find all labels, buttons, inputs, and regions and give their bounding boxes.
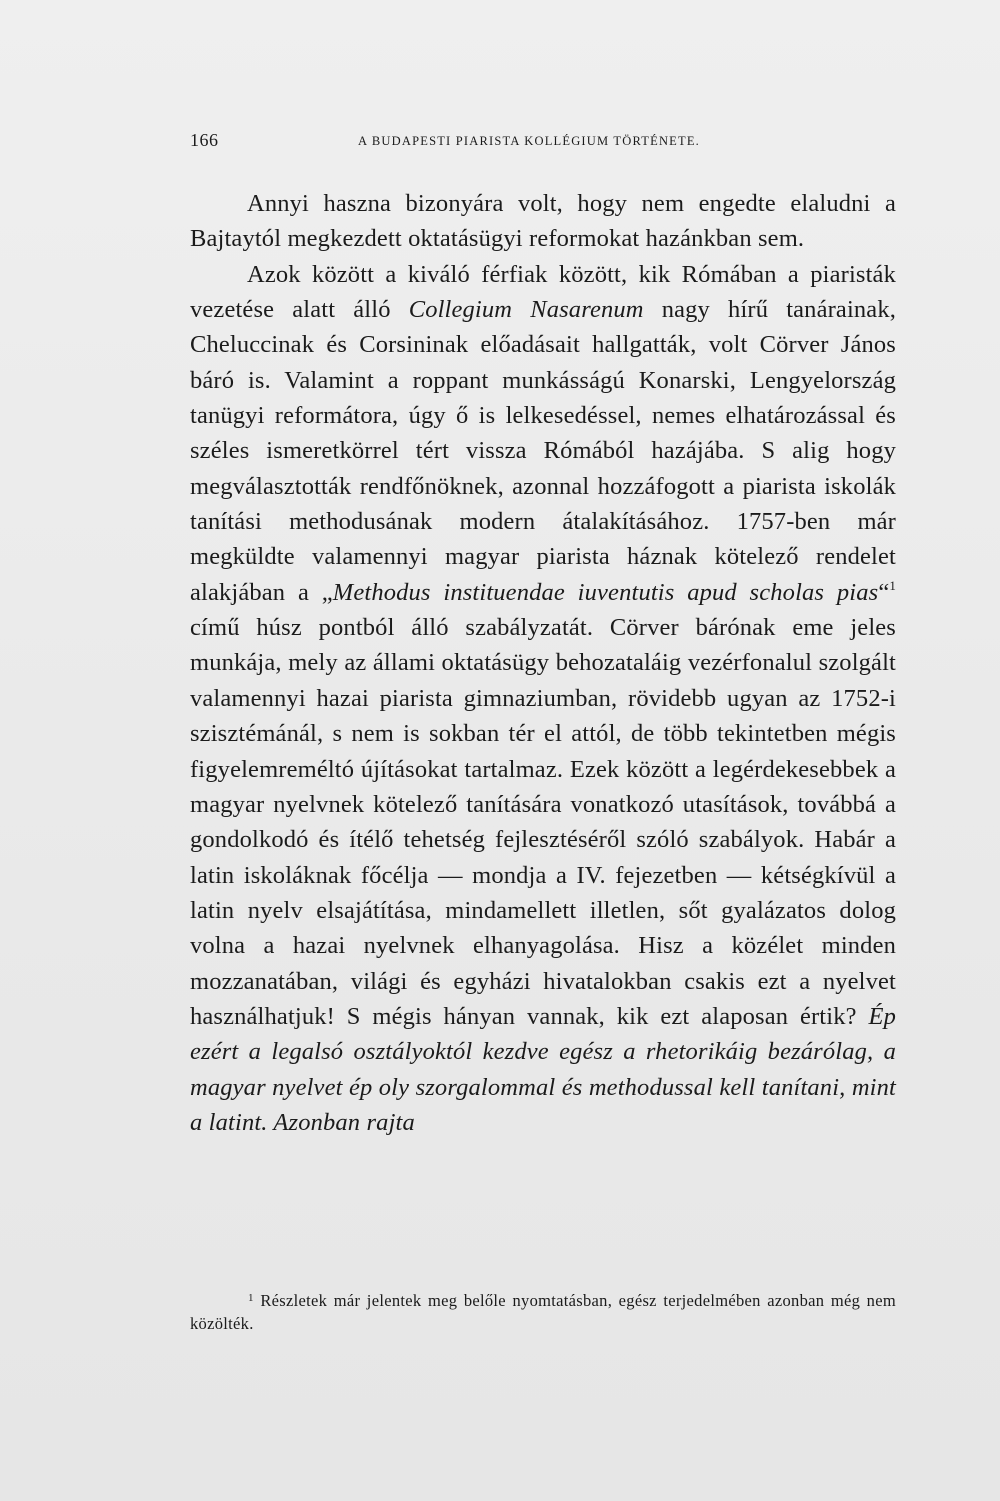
main-text xyxy=(190,186,896,1140)
running-title: A BUDAPESTI PIARISTA KOLLÉGIUM TÖRTÉNETE. xyxy=(358,134,701,148)
page-number: 166 xyxy=(190,130,219,150)
running-header xyxy=(190,130,895,160)
paragraph-1: Annyi haszna bizonyára volt, hogy nem engedte elaludni a Bajtaytól megkezdett oktatásügyi reformokat hazánkban sem. xyxy=(190,190,896,253)
italic-title-methodus: Methodus instituendae iuventutis apud scholas pias xyxy=(332,578,879,606)
footnote-mark: 1 xyxy=(248,1292,254,1304)
italic-title-collegium: Collegium Nasarenum xyxy=(408,296,644,324)
footnote-reference: 1 xyxy=(889,577,896,593)
closing-quote: “ xyxy=(878,578,890,606)
paragraph-2 xyxy=(190,257,896,1141)
text-run: nagy hírű tanárainak, Cheluccinak és Corsininak előadásait hallgatták, volt Cörver János báró is. Valamint a roppant munkásságú Konarski, Lengyelország tanügyi reformátora, úgy ő is lelkesedéssel, nemes elhatározással és széles ismeretkörrel tért vissza Rómából hazájába. S alig hogy megválasztották rendfőnöknek, azonnal hozzáfogott a piarista iskolák tanítási methodusának modern átalakításához. 1757-ben már megküldte valamennyi magyar piarista háznak kötelező rendelet alakjában a „ xyxy=(190,296,896,606)
footnote xyxy=(190,1289,896,1335)
italic-emphasis: Ép ezért a legalsó osztályoktól kezdve egész a rhetorikáig bezárólag, a magyar nyelvet ép oly szorgalommal és methodussal kell tanítani, mint a latint. Azonban rajta xyxy=(190,1002,896,1136)
text-run: című húsz pontból álló szabályzatát. Cörver bárónak eme jeles munkája, mely az állami oktatásügy behozataláig vezérfonalul szolgált valamennyi hazai piarista gimnaziumban, rövidebb ugyan az 1752-i szisztémánál, s nem is sokban tér el attól, de több tekintetben mégis figyelemreméltó újításokat tartalmaz. Ezek között a legérdekesebbek a magyar nyelvnek kötelező tanítására vonatkozó utasítások, továbbá a gondolkodó és ítélő tehetség fejlesztéséről szóló szabályok. Habár a latin iskoláknak főcélja — mondja a IV. fejezetben — kétségkívül a latin nyelv elsajátítása, mindamellett illetlen, sőt gyalázatos dolog volna a hazai nyelvnek elhanyagolása. Hisz a közélet minden mozzanatában, világi és egyházi hivatalokban csakis ezt a nyelvet használhatjuk! S mégis hányan vannak, kik ezt alaposan értik? xyxy=(190,614,896,1030)
text-run: Azok között a kiváló férfiak között, kik Rómában a piaristák vezetése alatt álló xyxy=(190,260,896,324)
footnote-text: Részletek már jelentek meg belőle nyomtatásban, egész terjedelmében azonban még nem közölték. xyxy=(190,1291,896,1333)
